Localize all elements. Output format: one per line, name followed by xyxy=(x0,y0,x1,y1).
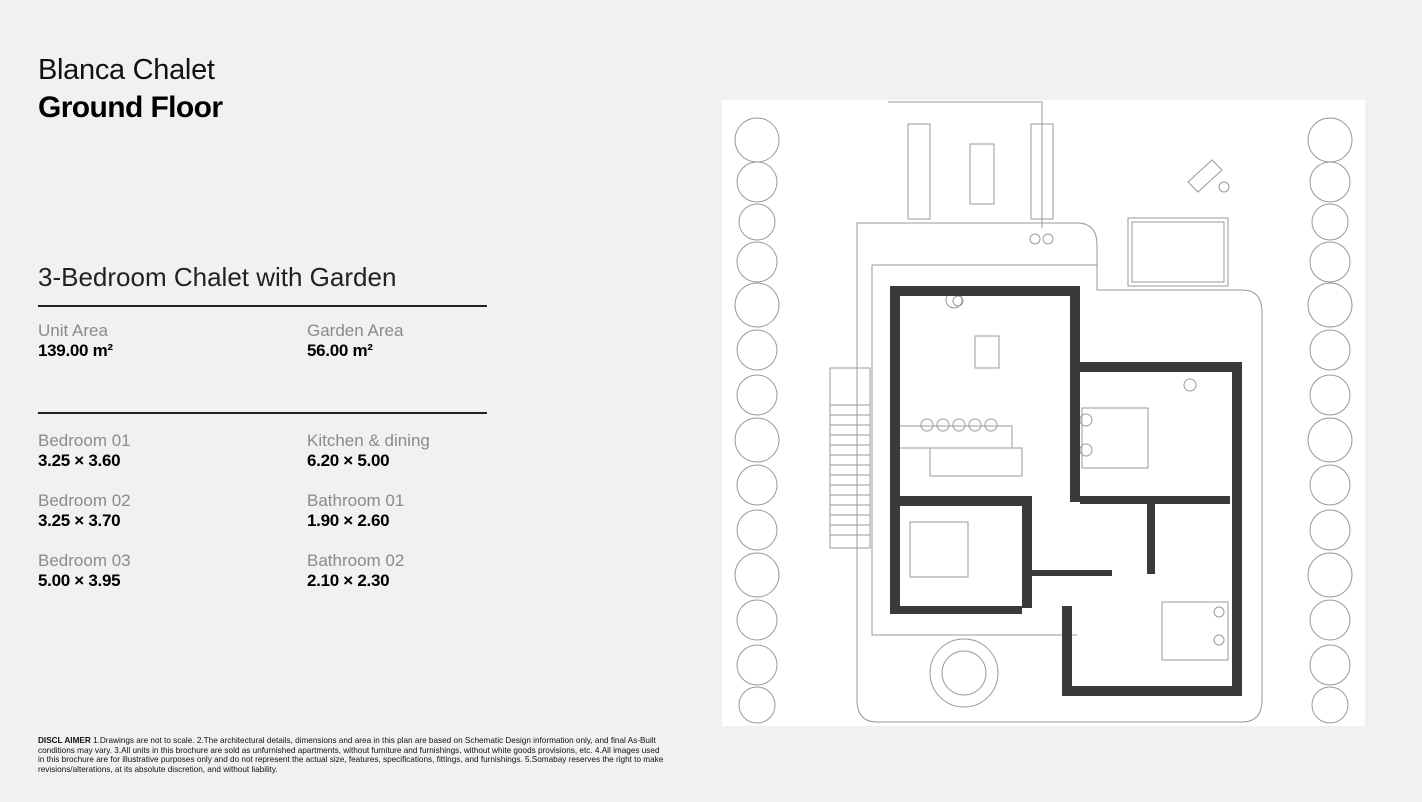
room-dimensions: 1.90 × 2.60 xyxy=(307,511,390,530)
unit-type-heading: 3-Bedroom Chalet with Garden xyxy=(38,262,397,292)
room-label: Bathroom 02 xyxy=(307,551,405,570)
room-label: Bathroom 01 xyxy=(307,491,405,510)
room-bathroom-02 xyxy=(307,551,404,591)
stairs xyxy=(830,368,870,548)
disclaimer xyxy=(38,736,668,774)
garden-area-value: 56.00 m² xyxy=(307,341,373,360)
page-title: Blanca Chalet xyxy=(38,54,215,86)
disclaimer-text: 1.Drawings are not to scale. 2.The architectural details, dimensions and area in this plan are based on Schematic Design information only, and final As-Built conditions may vary. 3.All units in this brochure are sold as unfurnished apartments, without furniture and furnishings, without white goods provisions, etc. 4.All images used in this brochure are for illustrative purposes only and do not represent the actual size, features, specifications, fittings, and furnishings. 5.Somabay reserves the right to make revisions/alterations, at its absolute discretion, and without liability. xyxy=(38,736,664,774)
room-label: Bedroom 03 xyxy=(38,551,131,570)
room-dimensions: 5.00 × 3.95 xyxy=(38,571,121,590)
trees-right xyxy=(1308,118,1352,723)
room-dimensions: 3.25 × 3.60 xyxy=(38,451,121,470)
terrace-outline xyxy=(888,102,1042,228)
plot-outline xyxy=(857,223,1262,722)
sun-lounger-3 xyxy=(1188,160,1222,192)
sun-lounger-1 xyxy=(908,124,930,219)
bed-bedroom-03 xyxy=(1162,602,1228,660)
room-label: Bedroom 01 xyxy=(38,431,131,450)
room-bathroom-01 xyxy=(307,491,404,531)
room-kitchen-dining xyxy=(307,431,430,471)
garden-area-label: Garden Area xyxy=(307,321,404,340)
unit-area xyxy=(38,321,113,361)
room-bedroom-02 xyxy=(38,491,131,531)
unit-area-label: Unit Area xyxy=(38,321,108,340)
pool xyxy=(1128,218,1228,286)
floor-plan-drawing xyxy=(722,100,1365,726)
room-dimensions: 6.20 × 5.00 xyxy=(307,451,390,470)
floor-plan xyxy=(722,100,1365,726)
bed-bedroom-01 xyxy=(1082,408,1148,468)
room-label: Bedroom 02 xyxy=(38,491,131,510)
bed-bedroom-02 xyxy=(910,522,968,577)
garden-tree xyxy=(930,639,998,707)
floor-title: Ground Floor xyxy=(38,91,223,124)
garden-area xyxy=(307,321,403,361)
stair-treads xyxy=(830,405,870,535)
room-dimensions: 2.10 × 2.30 xyxy=(307,571,390,590)
boundary-line xyxy=(872,265,1077,635)
room-dimensions: 3.25 × 3.70 xyxy=(38,511,121,530)
divider-top xyxy=(38,305,487,307)
room-label: Kitchen & dining xyxy=(307,431,430,450)
terrace-table xyxy=(970,144,994,204)
unit-area-value: 139.00 m² xyxy=(38,341,113,360)
disclaimer-heading: DISCL AIMER xyxy=(38,736,91,745)
dining-table xyxy=(975,336,999,368)
trees-left xyxy=(735,118,779,723)
room-bedroom-03 xyxy=(38,551,131,591)
divider-bottom xyxy=(38,412,487,414)
room-bedroom-01 xyxy=(38,431,131,471)
